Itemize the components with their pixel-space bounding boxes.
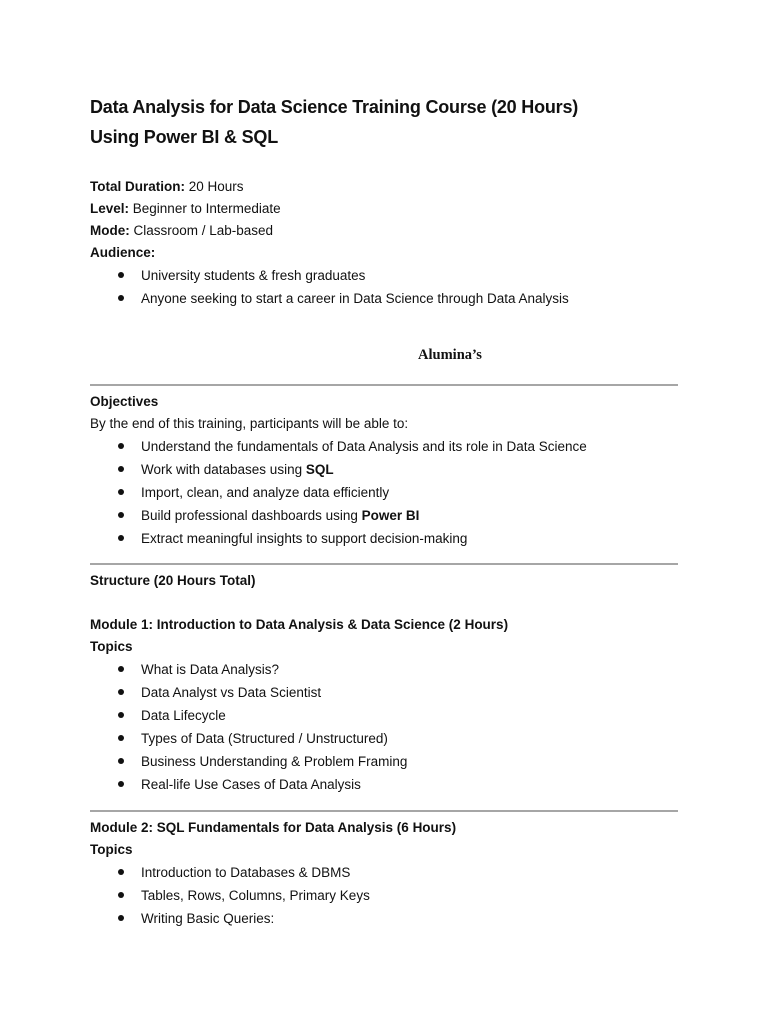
list-item: Work with databases using SQL <box>90 458 678 481</box>
module-2-topics-label: Topics <box>90 842 133 857</box>
list-item: Writing Basic Queries: <box>90 907 678 930</box>
list-item: Types of Data (Structured / Unstructured) <box>90 727 678 750</box>
list-item: Build professional dashboards using Power BI <box>90 504 678 527</box>
list-item: Real-life Use Cases of Data Analysis <box>90 773 678 796</box>
list-item: Understand the fundamentals of Data Analysis and its role in Data Science <box>90 435 678 458</box>
list-item: Extract meaningful insights to support decision-making <box>90 527 678 550</box>
module-1-topics-label: Topics <box>90 639 133 654</box>
bullet-icon <box>118 689 124 695</box>
title-line-1: Data Analysis for Data Science Training Course (20 Hours) <box>90 97 579 117</box>
bullet-icon <box>118 915 124 921</box>
list-item: Data Analyst vs Data Scientist <box>90 681 678 704</box>
list-item: Data Lifecycle <box>90 704 678 727</box>
list-item: What is Data Analysis? <box>90 658 678 681</box>
objectives-intro: By the end of this training, participants will be able to: <box>90 416 409 431</box>
company-logo-text: Alumina’s <box>418 347 482 363</box>
bullet-icon <box>118 512 124 518</box>
list-item: University students & fresh graduates <box>90 264 678 287</box>
document-page <box>90 92 678 930</box>
bullet-icon <box>118 489 124 495</box>
mode-value: Classroom / Lab-based <box>129 223 274 238</box>
bullet-icon <box>118 535 124 541</box>
list-item: Anyone seeking to start a career in Data Science through Data Analysis <box>90 287 678 310</box>
bullet-icon <box>118 272 124 278</box>
level-label: Level: <box>90 201 130 216</box>
document-title <box>90 92 678 152</box>
bullet-icon <box>118 892 124 898</box>
sql-emphasis: SQL <box>305 462 334 477</box>
bullet-icon <box>118 869 124 875</box>
bullet-icon <box>118 295 124 301</box>
list-item: Business Understanding & Problem Framing <box>90 750 678 773</box>
list-item: Introduction to Databases & DBMS <box>90 861 678 884</box>
title-line-2: Using Power BI & SQL <box>90 127 279 147</box>
audience-label: Audience: <box>90 245 156 260</box>
structure-heading: Structure (20 Hours Total) <box>90 573 256 588</box>
module-1-topics-list <box>90 658 678 796</box>
mode-label: Mode: <box>90 223 130 238</box>
list-item: Tables, Rows, Columns, Primary Keys <box>90 884 678 907</box>
bullet-icon <box>118 712 124 718</box>
duration-value: 20 Hours <box>185 179 244 194</box>
mode-line <box>90 220 678 242</box>
audience-list <box>90 264 678 310</box>
bullet-icon <box>118 735 124 741</box>
bullet-icon <box>118 781 124 787</box>
list-item: Import, clean, and analyze data efficiently <box>90 481 678 504</box>
duration-label: Total Duration: <box>90 179 185 194</box>
objectives-list <box>90 435 678 550</box>
power-bi-emphasis: Power BI <box>361 508 420 523</box>
duration-line <box>90 176 678 198</box>
bullet-icon <box>118 443 124 449</box>
objectives-heading: Objectives <box>90 394 159 409</box>
level-value: Beginner to Intermediate <box>129 201 281 216</box>
module-2-heading: Module 2: SQL Fundamentals for Data Analysis (6 Hours) <box>90 820 457 835</box>
bullet-icon <box>118 758 124 764</box>
bullet-icon <box>118 466 124 472</box>
module-1-heading: Module 1: Introduction to Data Analysis & Data Science (2 Hours) <box>90 617 509 632</box>
level-line <box>90 198 678 220</box>
bullet-icon <box>118 666 124 672</box>
module-2-topics-list <box>90 861 678 930</box>
